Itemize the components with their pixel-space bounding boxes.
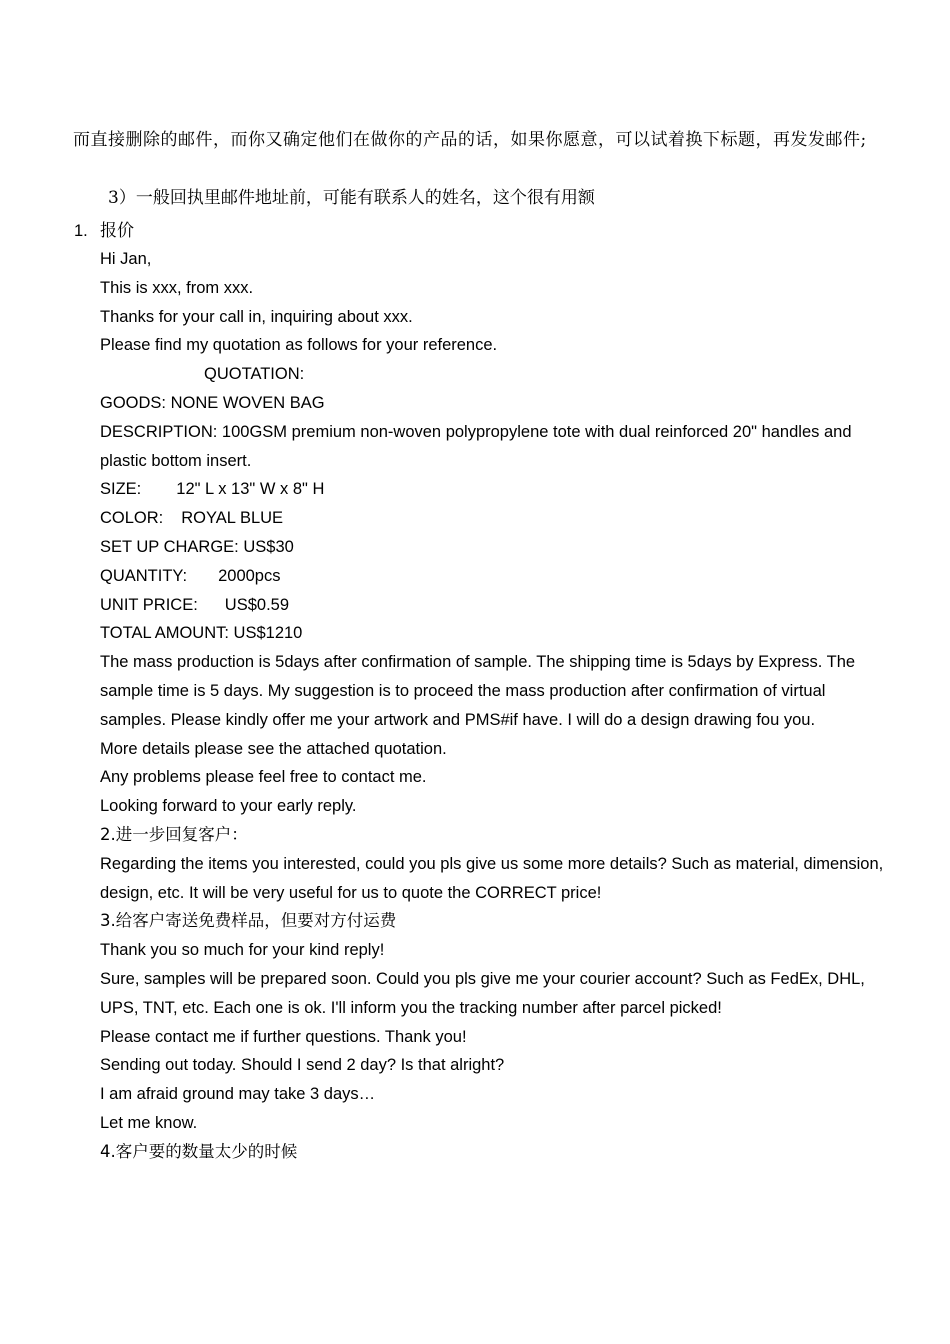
section-3-contact: Please contact me if further questions. Thank you! — [100, 1027, 467, 1046]
section-3-samples: Sure, samples will be prepared soon. Could you pls give me your courier account? Such as FedEx, DHL, UPS, TNT, etc. Each one is ok. I'll inform you the tracking number after parcel picked! — [100, 969, 865, 1017]
thanks-line: Thanks for your call in, inquiring about xxx. — [100, 307, 413, 326]
unit-price-label: UNIT PRICE: — [100, 595, 198, 614]
description-line: DESCRIPTION: 100GSM premium non-woven polypropylene tote with dual reinforced 20" handles and plastic bottom insert. — [100, 422, 852, 470]
size-label: SIZE: — [100, 480, 142, 499]
quotation-label: QUOTATION: — [204, 365, 305, 384]
section-3-thanks: Thank you so much for your kind reply! — [100, 941, 385, 960]
details-line: More details please see the attached quotation. — [100, 739, 447, 758]
section-2-heading: 2.进一步回复客户： — [100, 824, 248, 844]
total-amount-line: TOTAL AMOUNT: US$1210 — [100, 624, 303, 643]
list-title: 报价 — [100, 221, 134, 241]
section-2-body: Regarding the items you interested, could you pls give us some more details? Such as material, dimension, design, etc. It will be very useful for us to quote the CORRECT price! — [100, 854, 884, 902]
intro-item-3: 3）一般回执里邮件地址前，可能有联系人的姓名，这个很有用额 — [108, 188, 595, 208]
quantity-line — [100, 562, 885, 591]
size-line — [100, 475, 885, 504]
greeting: Hi Jan, — [100, 250, 152, 268]
production-paragraph: The mass production is 5days after confirmation of sample. The shipping time is 5days by Express. The sample time is 5 days. My suggestion is to proceed the mass production after confirmation of virtual samples. Please kindly offer me your artwork and PMS#if have. I will do a design drawing fou you. — [100, 653, 856, 729]
quantity-label: QUANTITY: — [100, 566, 188, 585]
size-value: 12" L x 13" W x 8" H — [176, 480, 325, 499]
list-number: 1. — [74, 222, 88, 240]
problems-line: Any problems please feel free to contact me. — [100, 768, 427, 787]
unit-price-value: US$0.59 — [224, 595, 290, 614]
setup-charge-line: SET UP CHARGE: US$30 — [100, 537, 294, 556]
section-4-heading: 4.客户要的数量太少的时候 — [100, 1141, 298, 1161]
goods-line: GOODS: NONE WOVEN BAG — [100, 393, 325, 412]
section-3-sending: Sending out today. Should I send 2 day? Is that alright? — [100, 1056, 505, 1075]
color-line — [100, 504, 885, 533]
section-3-let-know: Let me know. — [100, 1113, 198, 1132]
find-quotation-line: Please find my quotation as follows for your reference. — [100, 336, 498, 355]
quantity-value: 2000pcs — [218, 566, 281, 585]
section-3-heading: 3.给客户寄送免费样品，但要对方付运费 — [100, 911, 397, 931]
closing-line: Looking forward to your early reply. — [100, 797, 357, 816]
email-body — [100, 245, 885, 1167]
color-label: COLOR: — [100, 509, 164, 528]
unit-price-line — [100, 591, 885, 620]
intro-paragraph: 而直接删除的邮件，而你又确定他们在做你的产品的话，如果你愿意，可以试着换下标题，再发发邮件; — [73, 130, 867, 150]
section-3-ground: I am afraid ground may take 3 days… — [100, 1085, 376, 1104]
color-value: ROYAL BLUE — [181, 509, 284, 528]
sender-intro: This is xxx, from xxx. — [100, 278, 254, 297]
